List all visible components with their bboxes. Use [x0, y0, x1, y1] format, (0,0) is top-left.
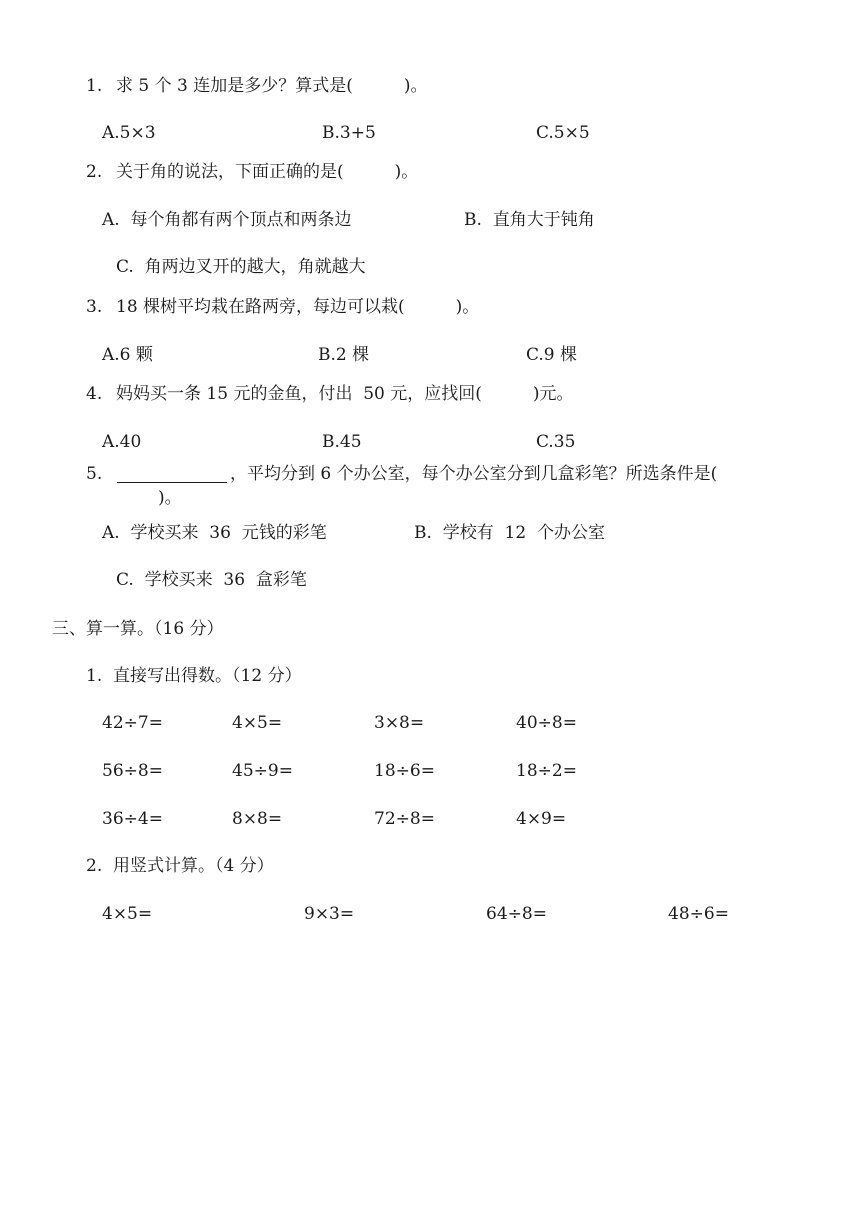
question-5-option-b: B. 学校有 12 个办公室 [414, 523, 605, 543]
question-5-text: ，平均分到 6 个办公室，每个办公室分到几盒彩笔？所选条件是( [230, 464, 718, 484]
question-5-number: 5. [86, 464, 103, 484]
question-1-option-a: A.5×3 [102, 123, 156, 143]
mental-math-item: 4×5= [232, 713, 283, 733]
question-4-option-a: A.40 [102, 432, 142, 452]
question-1-option-c: C.5×5 [536, 123, 590, 143]
mental-math-item: 8×8= [232, 809, 283, 829]
question-3-option-a: A.6 颗 [102, 345, 153, 365]
question-1-text: 求 5 个 3 连加是多少？算式是( )。 [116, 76, 428, 96]
part-1-title: 1. 直接写出得数。（12 分） [86, 666, 302, 686]
mental-math-item: 40÷8= [516, 713, 577, 733]
question-3-option-b: B.2 棵 [318, 345, 370, 365]
question-2-option-a: A. 每个角都有两个顶点和两条边 [102, 210, 352, 230]
question-3-text: 18 棵树平均栽在路两旁，每边可以栽( )。 [116, 297, 480, 317]
section-three-heading: 三、算一算。（16 分） [52, 619, 224, 639]
question-5-option-a: A. 学校买来 36 元钱的彩笔 [102, 523, 327, 543]
question-2-number: 2. [86, 162, 103, 182]
mental-math-item: 18÷2= [516, 761, 577, 781]
mental-math-item: 3×8= [374, 713, 425, 733]
question-1-number: 1. [86, 76, 103, 96]
question-3-option-c: C.9 棵 [526, 345, 578, 365]
mental-math-item: 56÷8= [102, 761, 163, 781]
question-4-number: 4. [86, 384, 103, 404]
question-5-option-c: C. 学校买来 36 盒彩笔 [116, 570, 307, 590]
question-4-text: 妈妈买一条 15 元的金鱼，付出 50 元，应找回( )元。 [116, 384, 574, 404]
question-3-number: 3. [86, 297, 103, 317]
question-1-option-b: B.3+5 [322, 123, 376, 143]
mental-math-item: 72÷8= [374, 809, 435, 829]
question-4-option-b: B.45 [322, 432, 362, 452]
mental-math-item: 42÷7= [102, 713, 163, 733]
question-5-text-continued: )。 [158, 488, 182, 508]
vertical-calc-item: 4×5= [102, 904, 153, 924]
mental-math-item: 45÷9= [232, 761, 293, 781]
question-4-option-c: C.35 [536, 432, 576, 452]
vertical-calc-item: 9×3= [304, 904, 355, 924]
vertical-calc-item: 64÷8= [486, 904, 547, 924]
part-2-title: 2. 用竖式计算。（4 分） [86, 856, 274, 876]
vertical-calc-item: 48÷6= [668, 904, 729, 924]
mental-math-item: 36÷4= [102, 809, 163, 829]
answer-blank [117, 482, 227, 483]
mental-math-item: 18÷6= [374, 761, 435, 781]
mental-math-item: 4×9= [516, 809, 567, 829]
question-2-option-b: B. 直角大于钝角 [464, 210, 595, 230]
question-2-text: 关于角的说法，下面正确的是( )。 [116, 162, 419, 182]
question-2-option-c: C. 角两边叉开的越大，角就越大 [116, 257, 366, 277]
